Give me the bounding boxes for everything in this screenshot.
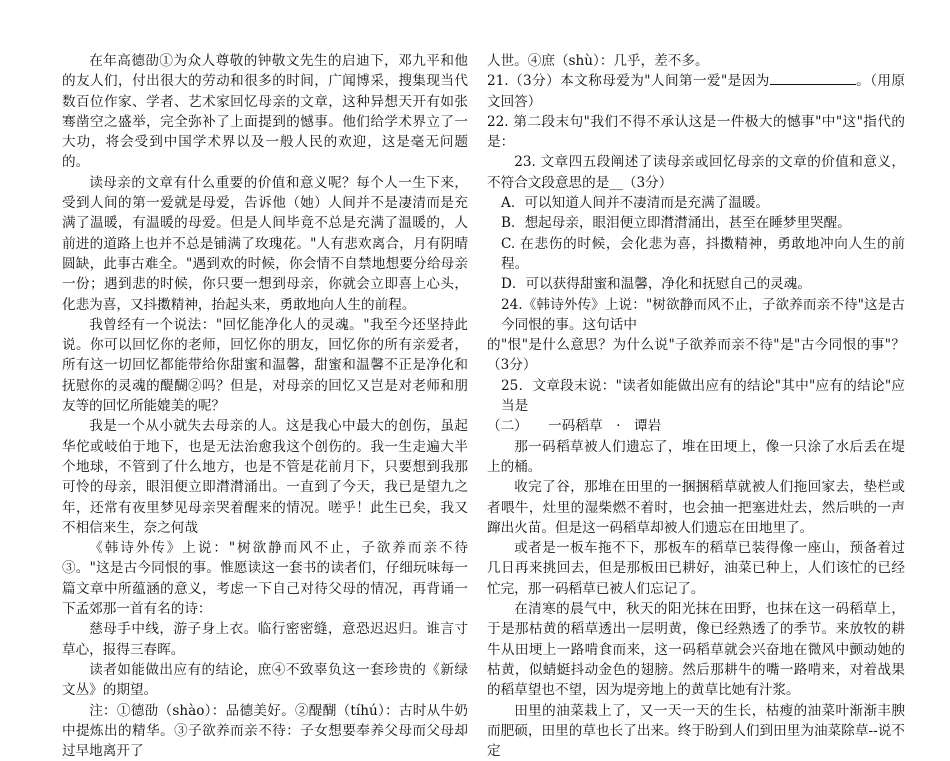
story-paragraph-4: 在清寒的晨气中，秋天的阳光抹在田野，也抹在这一码稻草上，于是那枯黄的稻草透出一层明黄，像已经熟透了的季节。来放牧的耕牛从田埂上一路啃食而来，这一码稻草就会兴奋地在微风中颤动她的枯黄，似蜻蜓抖动金色的翅膀。然后那耕牛的嘴一路啃来，对着战果的稻草望也不望，因为堤旁地上的黄草比她有汁浆。 (487, 599, 905, 700)
question-24-part-2: 的"恨"是什么意思？为什么说"子欲养而亲不待"是"古今同恨的事"？（3分） (487, 335, 905, 376)
essay-paragraph-7: 读者如能做出应有的结论，庶④不致辜负这一套珍贵的《新绿文丛》的期望。 (62, 660, 468, 701)
poem-paragraph: 慈母手中线，游子身上衣。临行密密缝，意恐迟迟归。谁言寸草心，报得三春晖。 (62, 619, 468, 660)
story-paragraph-1: 那一码稻草被人们遗忘了，堆在田埂上，像一只涂了水后丢在堤上的桶。 (487, 437, 905, 478)
question-25: 25．文章段末说："读者如能做出应有的结论"其中"应有的结论"应当是 (487, 376, 905, 417)
story-paragraph-2: 收完了谷，那堆在田里的一捆捆稻草就被人们拖回家去，垫栏或者喂牛，灶里的湿柴燃不着时，也会抽一把塞进灶去，然后哄的一声蹿出火苗。但是这一码稻草却被人们遗忘在田地里了。 (487, 477, 905, 538)
notes-paragraph: 注：①德劭（shào）：品德美好。②醍醐（tíhú）：古时从牛奶中提炼出的精华。③子欲养而亲不待：子女想要奉养父母而父母却过早地离开了 (62, 701, 468, 761)
section-title: （二） 一码稻草 · 谭岩 (487, 416, 905, 436)
question-21-prefix: 21.（3分）本文称母爱为"人间第一爱"是因为 (487, 73, 770, 89)
question-21 (487, 71, 905, 112)
option-d: D．可以获得甜蜜和温馨，净化和抚慰自己的灵魂。 (487, 274, 905, 294)
essay-paragraph-3: 我曾经有一个说法："回忆能净化人的灵魂。"我至今还坚持此说。你可以回忆你的老师，回忆你的朋友，回忆你的所有亲爱者，所有这一切回忆都能带给你甜蜜和温馨，甜蜜和温馨不正是净化和抚慰你的灵魂的醍醐②吗？但是，对母亲的回忆又岂是对老师和朋友等的回忆所能媲美的呢？ (62, 315, 468, 416)
option-a: A．可以知道人间并不凄清而是充满了温暖。 (487, 193, 905, 213)
left-column (62, 51, 468, 761)
question-24-part-1: 24.《韩诗外传》上说："树欲静而风不止，子欲养而亲不待"这是古今同恨的事。这句话中 (487, 295, 905, 336)
question-22: 22. 第二段末句"我们不得不承认这是一件极大的憾事"中"这"指代的是： (487, 112, 905, 153)
essay-paragraph-4: 我是一个从小就失去母亲的人。这是我心中最大的创伤，虽起华佗或岐伯于地下，也是无法治愈我这个创伤的。我一生走遍大半个地球，不管到了什么地方，也是不管是花前月下，只要想到我那可怜的母亲，眼泪便立即潸潸涌出。一直到了今天，我已是望九之年，还常有夜里梦见母亲哭着醒来的情况。嗟乎！此生已矣，我又不相信来生，奈之何哉 (62, 416, 468, 538)
option-b: B．想起母亲，眼泪便立即潸潸涌出，甚至在睡梦里哭醒。 (487, 213, 905, 233)
question-21-suffix: 。（用原文回答） (487, 73, 905, 109)
question-23: 23. 文章四五段阐述了读母亲或回忆母亲的文章的价值和意义，不符合文段意思的是__（3分） (487, 152, 905, 193)
essay-paragraph-5: 《韩诗外传》上说："树欲静而风不止，子欲养而亲不待③。"这是古今同恨的事。惟愿读这一套书的读者们，仔细玩味每一篇文章中所蕴涵的意义，考虑一下自己对待父母的情况，再背诵一下孟郊那一首有名的诗： (62, 538, 468, 619)
essay-paragraph-1: 在年高德劭①为众人尊敬的钟敬文先生的启迪下，邓九平和他的友人们，付出很大的劳动和很多的时间，广闻博采，搜集现当代数百位作家、学者、艺术家回忆母亲的文章，这种异想天开有如张骞凿空之盛举，完全弥补了上面提到的憾事。他们给学术界立了一大功，将会受到中国学术界以及一般人民的欢迎，这是毫无问题的。 (62, 51, 468, 173)
story-paragraph-3: 或者是一板车拖不下，那板车的稻草已装得像一座山，预备着过几日再来挑回去，但是那板田已耕好，油菜已种上，人们该忙的已经忙完，那一码稻草已被人们忘记了。 (487, 538, 905, 599)
notes-continued: 人世。④庶（shù）：几乎，差不多。 (487, 51, 905, 71)
answer-blank[interactable] (770, 71, 856, 85)
option-c: C. 在悲伤的时候，会化悲为喜，抖擞精神，勇敢地冲向人生的前程。 (487, 234, 905, 275)
right-column (487, 51, 905, 761)
essay-paragraph-2: 读母亲的文章有什么重要的价值和意义呢？每个人一生下来，受到人间的第一爱就是母爱，告诉他（她）人间并不是凄清而是充满了温暖，有温暖的母爱。但是人间毕竟不总是充满了温暖的，人前进的道路上也并不总是铺满了玫瑰花。"人有悲欢离合，月有阴晴圆缺，此事古难全。"遇到欢的时候，你会情不自禁地想要分给母亲一份；遇到悲的时候，你只要一想到母亲，你就会立即喜上心头，化悲为喜，又抖擞精神，抬起头来，勇敢地向人生的前程。 (62, 173, 468, 315)
story-paragraph-5: 田里的油菜栽上了，又一天一天的生长，枯瘦的油菜叶渐渐丰腴而肥硕，田里的草也长了出来。终于盼到人们到田里为油菜除草--说不定 (487, 701, 905, 761)
